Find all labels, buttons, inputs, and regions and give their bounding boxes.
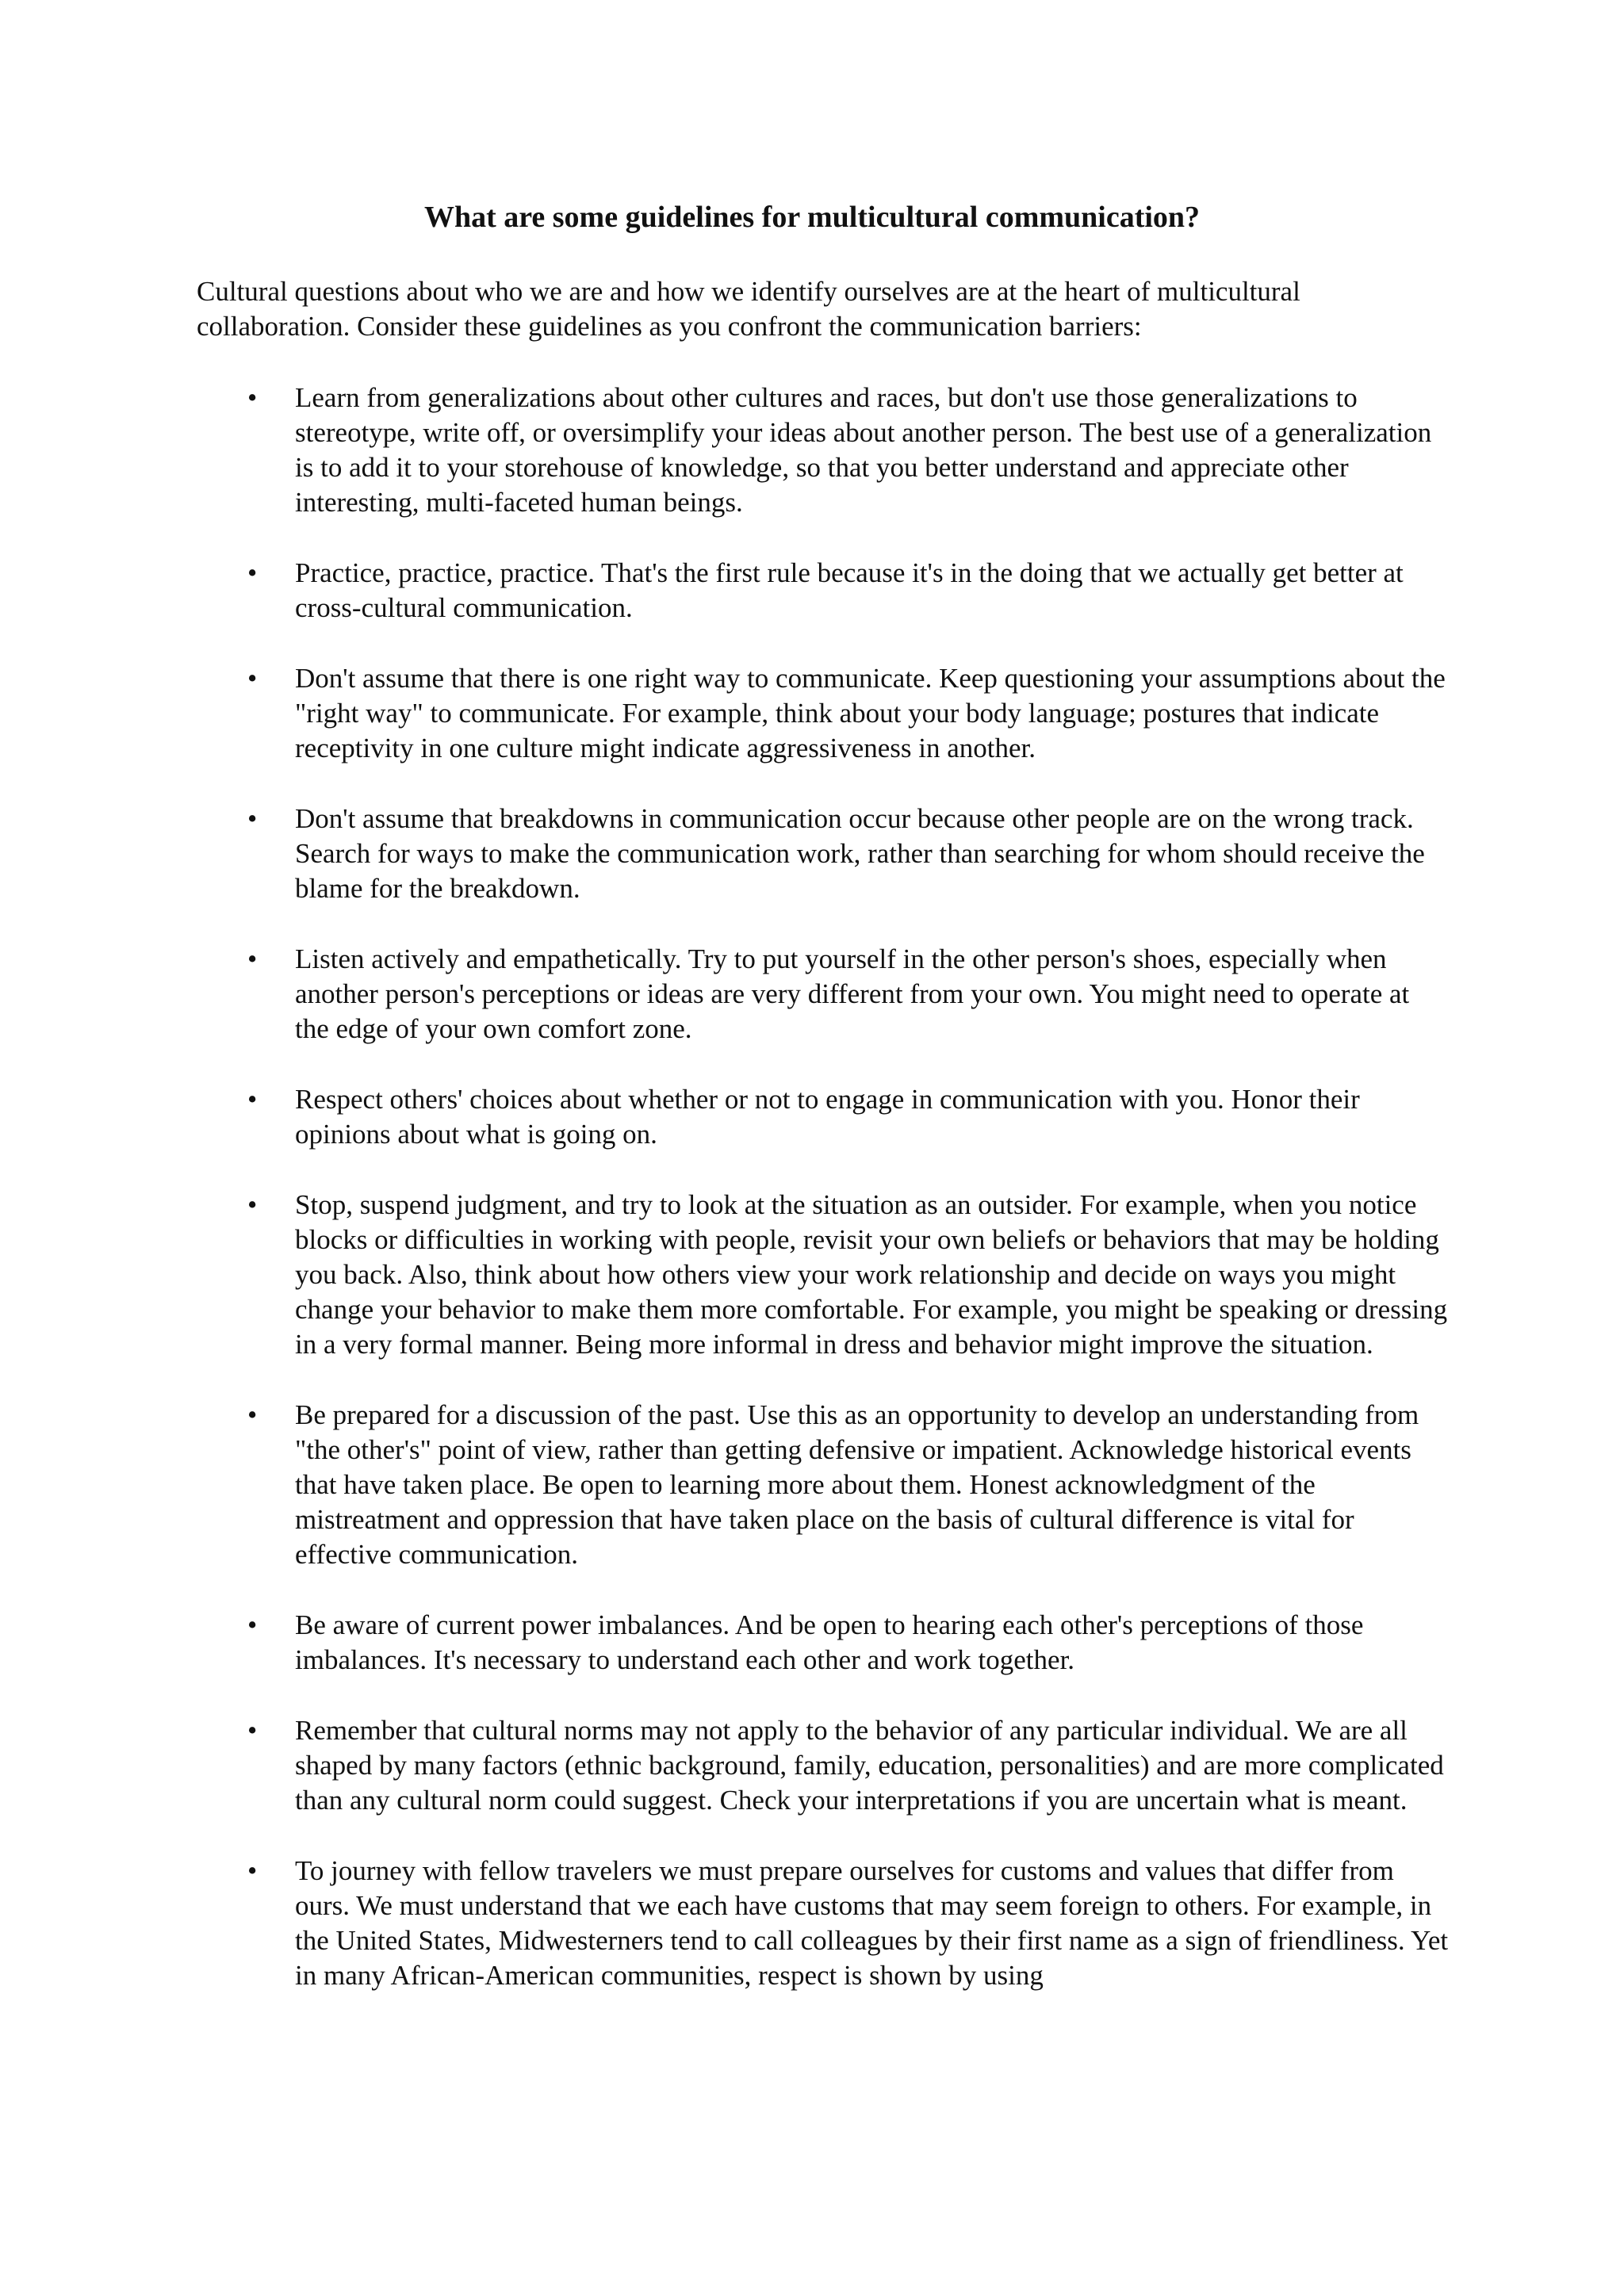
- list-item: [197, 381, 1450, 520]
- list-item: [197, 1608, 1450, 1678]
- list-item-text: Stop, suspend judgment, and try to look at the situation as an outsider. For example, when you notice blocks or difficulties in working with people, revisit your own beliefs or behaviors that may be holding you back. Also, think about how others view your work relationship and decide on ways you might change your behavior to make them more comfortable. For example, you might be speaking or dressing in a very formal manner. Being more informal in dress and behavior might improve the situation.: [295, 1189, 1448, 1360]
- list-item: [197, 1188, 1450, 1362]
- bullet-icon: •: [247, 943, 258, 974]
- bullet-icon: •: [247, 663, 258, 694]
- list-item-text: Be prepared for a discussion of the past. Use this as an opportunity to develop an understanding from "the other's" point of view, rather than getting defensive or impatient. Acknowledge historical events that have taken place. Be open to learning more about them. Honest acknowledgment of the mistreatment and oppression that have taken place on the basis of cultural difference is vital for effective communication.: [295, 1399, 1419, 1570]
- guidelines-list: [197, 381, 1450, 2029]
- list-item: [197, 661, 1450, 766]
- bullet-icon: •: [247, 557, 258, 588]
- list-item-text: Learn from generalizations about other cultures and races, but don't use those generalizations to stereotype, write off, or oversimplify your ideas about another person. The best use of a generalization is to add it to your storehouse of knowledge, so that you better understand and appreciate other interesting, multi-faceted human beings.: [295, 382, 1432, 518]
- list-item-text: Listen actively and empathetically. Try to put yourself in the other person's shoes, especially when another person's perceptions or ideas are very different from your own. You might need to operate at the edge of your own comfort zone.: [295, 943, 1410, 1044]
- list-item-text: Practice, practice, practice. That's the first rule because it's in the doing that we actually get better at cross-cultural communication.: [295, 557, 1404, 623]
- list-item: [197, 1082, 1450, 1152]
- list-item: [197, 1398, 1450, 1572]
- list-item-text: Respect others' choices about whether or not to engage in communication with you. Honor their opinions about what is going on.: [295, 1084, 1360, 1150]
- page-title: What are some guidelines for multicultural communication?: [423, 201, 1201, 234]
- list-item-text: To journey with fellow travelers we must prepare ourselves for customs and values that differ from ours. We must understand that we each have customs that may seem foreign to others. For example, in the United States, Midwesterners tend to call colleagues by their first name as a sign of friendliness. Yet in many African-American communities, respect is shown by using: [295, 1855, 1449, 1991]
- bullet-icon: •: [247, 1609, 258, 1640]
- bullet-icon: •: [247, 1084, 258, 1115]
- list-item-text: Don't assume that breakdowns in communication occur because other people are on the wrong track. Search for ways to make the communication work, rather than searching for whom should receive the blame for the breakdown.: [295, 803, 1425, 904]
- list-item: [197, 556, 1450, 626]
- bullet-icon: •: [247, 382, 258, 413]
- list-item: [197, 1713, 1450, 1818]
- list-item-text: Be aware of current power imbalances. And be open to hearing each other's perceptions of those imbalances. It's necessary to understand each other and work together.: [295, 1609, 1364, 1675]
- list-item: [197, 802, 1450, 906]
- bullet-icon: •: [247, 1399, 258, 1430]
- list-item-text: Remember that cultural norms may not apply to the behavior of any particular individual. We are all shaped by many factors (ethnic background, family, education, personalities) and are more complicated than any cultural norm could suggest. Check your interpretations if you are uncertain what is meant.: [295, 1715, 1444, 1816]
- list-item: [197, 1854, 1450, 1993]
- bullet-icon: •: [247, 1855, 258, 1886]
- bullet-icon: •: [247, 1715, 258, 1746]
- intro-paragraph: Cultural questions about who we are and how we identify ourselves are at the heart of multicultural collaboration. Consider these guidelines as you confront the communication barriers:: [197, 276, 1300, 342]
- bullet-icon: •: [247, 1189, 258, 1220]
- list-item-text: Don't assume that there is one right way to communicate. Keep questioning your assumptions about the "right way" to communicate. For example, think about your body language; postures that indicate receptivity in one culture might indicate aggressiveness in another.: [295, 663, 1446, 763]
- list-item: [197, 942, 1450, 1047]
- bullet-icon: •: [247, 803, 258, 834]
